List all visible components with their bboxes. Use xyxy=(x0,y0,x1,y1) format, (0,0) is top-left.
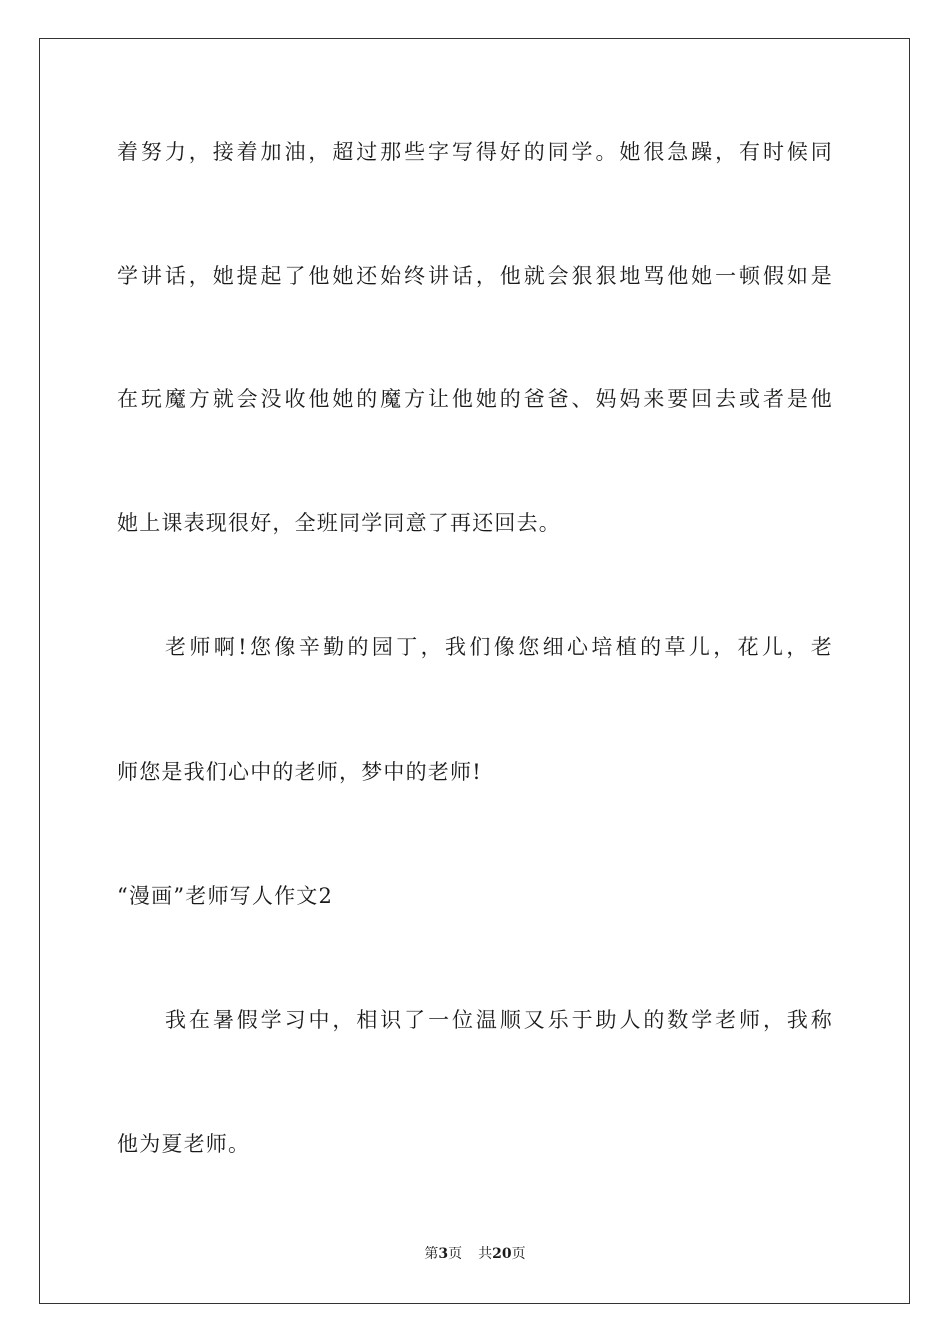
footer-total-pages: 20 xyxy=(492,1246,512,1262)
paragraph-line-3: 在玩魔方就会没收他她的魔方让他她的爸爸、妈妈来要回去或者是他 xyxy=(117,387,833,411)
paragraph-line-5: 老师啊!您像辛勤的园丁，我们像您细心培植的草儿，花儿，老 xyxy=(165,635,833,659)
section-heading: “漫画”老师写人作文2 xyxy=(117,884,334,908)
footer-page-number: 3 xyxy=(438,1246,449,1262)
page-footer xyxy=(0,1245,950,1263)
footer-page-prefix: 第 xyxy=(424,1246,439,1262)
page-border xyxy=(39,38,910,1304)
paragraph-line-4: 她上课表现很好，全班同学同意了再还回去。 xyxy=(117,511,561,535)
paragraph-line-6: 师您是我们心中的老师，梦中的老师! xyxy=(117,760,482,784)
paragraph-line-1: 着努力，接着加油，超过那些字写得好的同学。她很急躁，有时候同 xyxy=(117,140,833,164)
paragraph-line-7: 我在暑假学习中，相识了一位温顺又乐于助人的数学老师，我称 xyxy=(165,1008,833,1032)
paragraph-line-8: 他为夏老师。 xyxy=(117,1132,251,1156)
footer-page-suffix: 页 xyxy=(448,1246,463,1262)
paragraph-line-2: 学讲话，她提起了他她还始终讲话，他就会狠狠地骂他她一顿假如是 xyxy=(117,264,833,288)
footer-total-suffix: 页 xyxy=(511,1246,526,1262)
footer-total-prefix: 共 xyxy=(478,1246,493,1262)
